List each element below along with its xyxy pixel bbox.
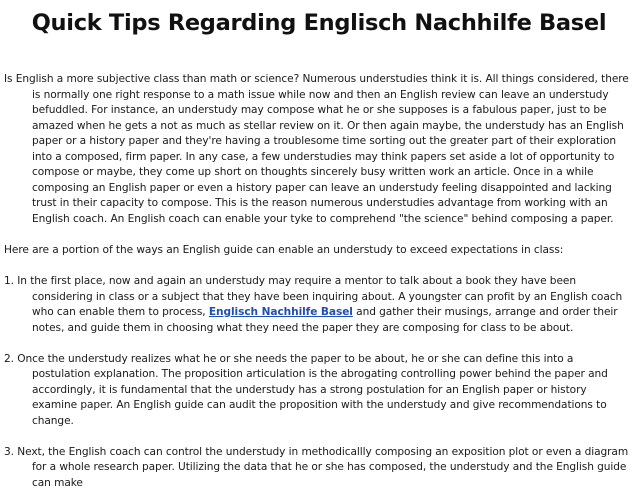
- document-body: [4, 72, 634, 492]
- list-item-1-text-end: and gather their musings, arrange and order their notes, and guide them in choosing what they need the paper they are composing for class to be about.: [32, 306, 618, 334]
- paragraph-gap: [4, 259, 634, 275]
- paragraph-list-intro: Here are a portion of the ways an English guide can enable an understudy to exceed expectations in class:: [4, 243, 564, 256]
- paragraph-gap: [4, 429, 634, 445]
- paragraph-intro: Is English a more subjective class than math or science? Numerous understudies think it is. All things considered, there is normally one right response to a math issue while now and then an English review can leave an understudy befuddled. For instance, an understudy may compose what he or she supposes is a fabulous paper, just to be amazed when he gets a not as much as stellar review on it. Or then again maybe, the understudy has an English paper or a history paper and they're having a troublesome time sorting out the greater part of their exploration into a composed, firm paper. In any case, a few understudies may think papers set aside a lot of opportunity to compose or maybe, they come up short on thoughts sincerely busy written work an article. Once in a while composing an English paper or even a history paper can leave an understudy feeling disappointed and lacking trust in their capacity to compose. This is the reason numerous understudies advantage from working with an English coach. An English coach can enable your tyke to comprehend "the science" behind composing a paper.: [4, 73, 629, 225]
- paragraph-gap: [4, 336, 634, 352]
- paragraph-gap: [4, 227, 634, 243]
- list-item-1-text-start: 1. In the first place, now and again an understudy may require a mentor to talk about a book they have been considering in class or a subject that they have been inquiring about. A youngster can profit by an English coach who can enable them to process,: [4, 275, 623, 319]
- list-item-3: 3. Next, the English coach can control the understudy in methodicallly composing an exposition plot or even a diagram for a whole research paper. Utilizing the data that he or she has composed, the understudy and the English guide can make: [4, 445, 629, 490]
- page-title: Quick Tips Regarding Englisch Nachhilfe Basel: [31, 10, 607, 36]
- list-item-1: [4, 274, 634, 336]
- englisch-nachhilfe-basel-link[interactable]: Englisch Nachhilfe Basel: [208, 306, 353, 319]
- list-item-2: 2. Once the understudy realizes what he or she needs the paper to be about, he or she can define this into a postulation explanation. The proposition articulation is the abrogating controlling power behind the paper and accordingly, it is fundamental that the understudy has a strong postulation for an English paper or history examine paper. An English guide can audit the proposition with the understudy and give recommendations to change.: [4, 352, 608, 427]
